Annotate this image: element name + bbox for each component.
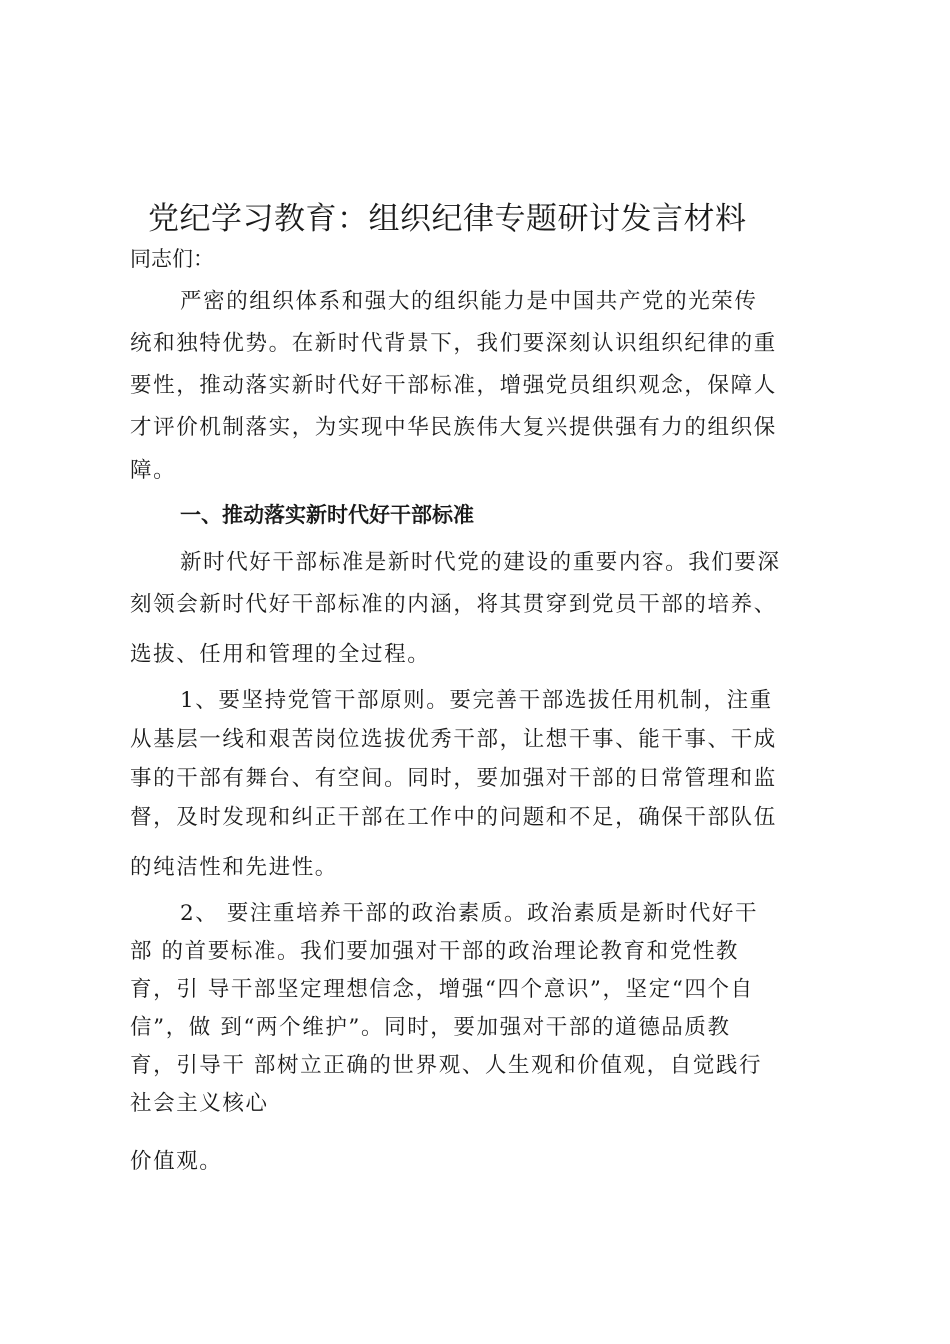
paragraph-line: 障。 bbox=[130, 458, 177, 483]
paragraph-line: 统和独特优势。在新时代背景下，我们要深刻认识组织纪律的重 bbox=[130, 331, 777, 356]
paragraph-line: 新时代好干部标准是新时代党的建设的重要内容。我们要深 bbox=[180, 550, 781, 575]
paragraph-line: 部 的首要标准。我们要加强对干部的政治理论教育和党性教 bbox=[130, 939, 740, 964]
paragraph-line: 育，引 导干部坚定理想信念，增强“四个意识”，坚定“四个自 bbox=[130, 977, 754, 1002]
paragraph-line: 社会主义核心 bbox=[130, 1091, 269, 1116]
paragraph-line: 信”，做 到“两个维护”。同时，要加强对干部的道德品质教 bbox=[130, 1015, 731, 1040]
paragraph-line: 选拔、任用和管理的全过程。 bbox=[130, 642, 431, 667]
paragraph-line: 2、 要注重培养干部的政治素质。政治素质是新时代好干 bbox=[180, 901, 759, 926]
paragraph-line: 事的干部有舞台、有空间。同时，要加强对干部的日常管理和监 bbox=[130, 766, 777, 791]
paragraph-line: 从基层一线和艰苦岗位选拔优秀干部，让想干事、能干事、干成 bbox=[130, 727, 777, 752]
paragraph-line: 才评价机制落实，为实现中华民族伟大复兴提供强有力的组织保 bbox=[130, 415, 777, 440]
paragraph-line: 育，引导干 部树立正确的世界观、人生观和价值观，自觉践行 bbox=[130, 1053, 763, 1078]
section-heading: 一、推动落实新时代好干部标准 bbox=[180, 503, 474, 527]
document-title: 党纪学习教育：组织纪律专题研讨发言材料 bbox=[148, 201, 747, 237]
paragraph-line: 刻领会新时代好干部标准的内涵，将其贯穿到党员干部的培养、 bbox=[130, 592, 777, 617]
paragraph-line: 要性，推动落实新时代好干部标准，增强党员组织观念，保障人 bbox=[130, 373, 777, 398]
paragraph-line: 价值观。 bbox=[130, 1149, 223, 1174]
salutation: 同志们： bbox=[130, 247, 214, 271]
paragraph-line: 督，及时发现和纠正干部在工作中的问题和不足，确保干部队伍 bbox=[130, 805, 777, 830]
paragraph-line: 严密的组织体系和强大的组织能力是中国共产党的光荣传 bbox=[180, 289, 758, 314]
paragraph-line: 1、要坚持党管干部原则。要完善干部选拔任用机制，注重 bbox=[180, 688, 773, 713]
paragraph-line: 的纯洁性和先进性。 bbox=[130, 855, 338, 880]
